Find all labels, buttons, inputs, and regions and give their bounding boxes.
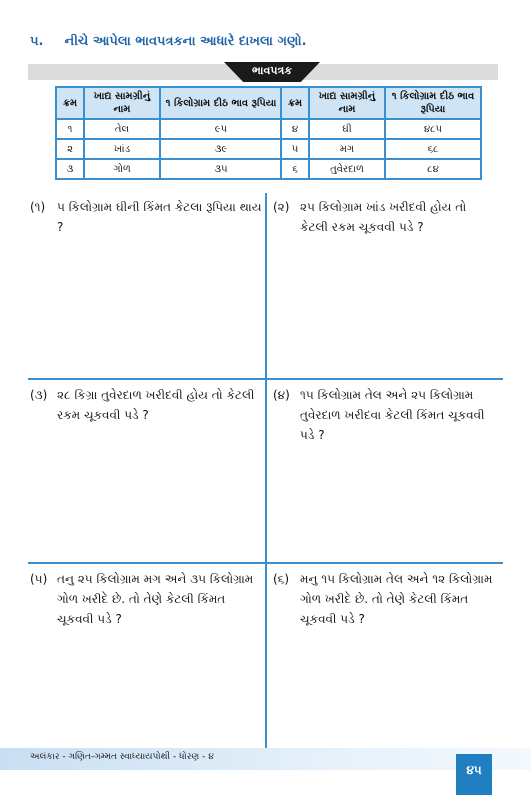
cell-sr: ૫ [281, 139, 309, 159]
cell-rate: ૬૮ [385, 139, 481, 159]
column-divider [265, 193, 267, 749]
question-number: (૫) [30, 572, 48, 586]
table-row [281, 159, 481, 179]
table-row [281, 119, 481, 139]
cell-sr: ૩ [56, 159, 84, 179]
question-3 [30, 385, 255, 425]
rate-table-left [55, 86, 283, 180]
question-1 [30, 197, 265, 237]
table-row [281, 139, 481, 159]
rate-table-right [280, 86, 482, 180]
cell-item: મગ [309, 139, 385, 159]
question-number: (૬) [273, 572, 290, 586]
header-sr: ક્રમ [56, 87, 84, 119]
header-rate: ૧ કિલોગ્રામ દીઠ ભાવ રૂપિયા [160, 87, 282, 119]
question-text: તનુ ૨૫ કિલોગ્રામ મગ અને ૩૫ કિલોગ્રામ ગોળ ખરીદે છે. તો તેણે કેટલી કિંમત ચૂકવવી પડે ? [57, 572, 254, 626]
table-row [56, 119, 282, 139]
question-number: (૩) [30, 388, 48, 402]
cell-sr: ૧ [56, 119, 84, 139]
header-sr: ક્રમ [281, 87, 309, 119]
exercise-heading [30, 34, 307, 49]
cell-rate: ૯૫ [160, 119, 282, 139]
cell-sr: ૬ [281, 159, 309, 179]
row-divider [28, 562, 503, 564]
cell-rate: ૩૯ [160, 139, 282, 159]
cell-item: તેલ [84, 119, 160, 139]
page-number: ૪૫ [466, 763, 482, 777]
cell-item: ખાંડ [84, 139, 160, 159]
header-rate: ૧ કિલોગ્રામ દીઠ ભાવ રૂપિયા [385, 87, 481, 119]
cell-rate: ૪૮૫ [385, 119, 481, 139]
question-5 [30, 569, 255, 629]
question-number: (૨) [273, 200, 290, 214]
table-header-row [56, 87, 282, 119]
question-6 [273, 569, 498, 629]
question-number: (૪) [273, 388, 290, 402]
table-row [56, 139, 282, 159]
cell-item: ઘી [309, 119, 385, 139]
question-text: ૫ કિલોગ્રામ ઘીની કિંમત કેટલા રૂપિયા થાય ? [57, 200, 262, 234]
header-item: ખાદ્ય સામગ્રીનું નામ [309, 87, 385, 119]
cell-sr: ૪ [281, 119, 309, 139]
exercise-number: ૫. [30, 34, 44, 49]
question-text: ૨૫ કિલોગ્રામ ખાંડ ખરીદવી હોય તો કેટલી રકમ ચૂકવવી પડે ? [300, 200, 467, 234]
table-row [56, 159, 282, 179]
row-divider [28, 378, 503, 380]
footer-text: અલંકાર - ગણિત-ગમ્મત સ્વાધ્યાયપોથી - ધોરણ - ૪ [30, 752, 214, 762]
question-text: ૨૮ કિગ્રા તુવેરદાળ ખરીદવી હોય તો કેટલી રકમ ચૂકવવી પડે ? [57, 388, 255, 422]
question-2 [273, 197, 498, 237]
cell-sr: ૨ [56, 139, 84, 159]
cell-rate: ૩૫ [160, 159, 282, 179]
question-number: (૧) [30, 200, 46, 214]
table-header-row [281, 87, 481, 119]
question-text: મનુ ૧૫ કિલોગ્રામ તેલ અને ૧૨ કિલોગ્રામ ગોળ ખરીદે છે. તો તેણે કેટલી કિંમત ચૂકવવી પડે ? [300, 572, 493, 626]
header-item: ખાદ્ય સામગ્રીનું નામ [84, 87, 160, 119]
question-4 [273, 385, 498, 445]
cell-rate: ૮૪ [385, 159, 481, 179]
cell-item: તુવેરદાળ [309, 159, 385, 179]
exercise-instruction: નીચે આપેલા ભાવપત્રકના આધારે દાખલા ગણો. [64, 34, 307, 49]
banner-title: ભાવપત્રક [251, 64, 293, 77]
question-text: ૧૫ કિલોગ્રામ તેલ અને ૨૫ કિલોગ્રામ તુવેરદાળ ખરીદવા કેટલી કિંમત ચૂકવવી પડે ? [300, 388, 485, 442]
cell-item: ગોળ [84, 159, 160, 179]
